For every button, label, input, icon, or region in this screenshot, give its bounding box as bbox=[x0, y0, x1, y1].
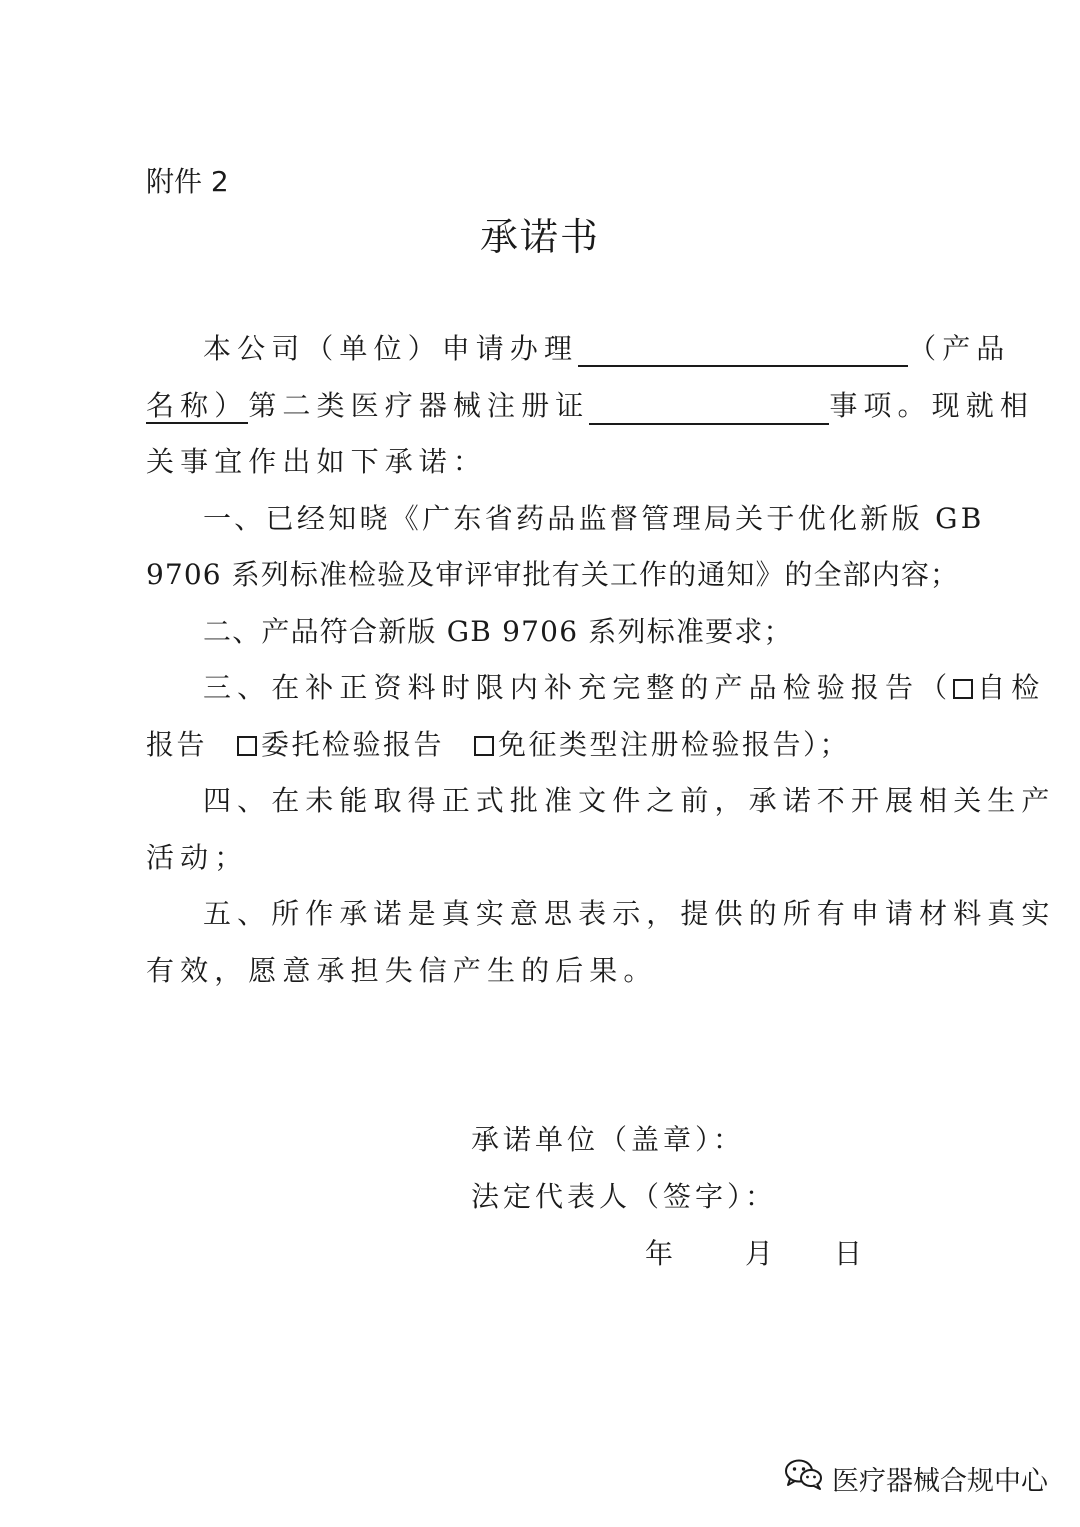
intro-line-1 bbox=[203, 331, 1010, 367]
intro-text-4: 第二类医疗器械注册证 bbox=[248, 389, 590, 422]
item-one-line-2: 9706 系列标准检验及审评审批有关工作的通知》的全部内容； bbox=[146, 558, 960, 591]
intro-text-6: 关事宜作出如下承诺： bbox=[146, 445, 488, 478]
item-three-line-1 bbox=[203, 670, 1045, 706]
page-title: 承诺书 bbox=[479, 215, 600, 259]
intro-text-3: 名称） bbox=[146, 389, 249, 422]
watermark-text: 医疗器械合规中心 bbox=[832, 1465, 1048, 1497]
date-month: 月 bbox=[745, 1237, 778, 1270]
intro-text-5: 事项。现就相 bbox=[829, 389, 1034, 422]
attachment-label: 附件 2 bbox=[146, 165, 229, 198]
product-name-field[interactable] bbox=[578, 331, 908, 367]
item-three-line-2 bbox=[146, 727, 850, 763]
date-year: 年 bbox=[645, 1237, 678, 1270]
item-five-line-2: 有效，愿意承担失信产生的后果。 bbox=[146, 954, 658, 987]
exempt-test-label: 免征类型注册检验报告 bbox=[498, 728, 804, 761]
item-two: 二、产品符合新版 GB 9706 系列标准要求； bbox=[203, 615, 793, 648]
intro-text-2: （产品 bbox=[908, 332, 1011, 365]
registration-type-field[interactable] bbox=[589, 389, 829, 425]
date-day: 日 bbox=[834, 1237, 867, 1270]
item-one-line-1: 一、已经知晓《广东省药品监督管理局关于优化新版 GB bbox=[203, 502, 985, 535]
watermark bbox=[784, 1458, 1048, 1498]
item-three-text: 三、在补正资料时限内补充完整的产品检验报告（ bbox=[203, 671, 954, 704]
signature-representative: 法定代表人（签字）： bbox=[471, 1180, 778, 1213]
item-three-end: ）； bbox=[803, 728, 851, 761]
self-test-label-a: 自检 bbox=[977, 671, 1046, 704]
commissioned-test-label: 委托检验报告 bbox=[261, 728, 445, 761]
item-five-line-1: 五、所作承诺是真实意思表示，提供的所有申请材料真实 bbox=[203, 897, 1056, 930]
item-four-line-1: 四、在未能取得正式批准文件之前，承诺不开展相关生产 bbox=[203, 784, 1056, 817]
self-test-label-b: 报告 bbox=[146, 728, 208, 761]
item-four-line-2: 活动； bbox=[146, 841, 249, 874]
self-test-checkbox[interactable] bbox=[953, 679, 973, 699]
wechat-icon bbox=[784, 1458, 824, 1499]
signature-unit: 承诺单位（盖章）： bbox=[471, 1123, 746, 1156]
exempt-test-checkbox[interactable] bbox=[474, 736, 494, 756]
intro-text-1: 本公司（单位）申请办理 bbox=[203, 332, 579, 365]
intro-line-2 bbox=[146, 388, 1034, 425]
commissioned-test-checkbox[interactable] bbox=[237, 736, 257, 756]
